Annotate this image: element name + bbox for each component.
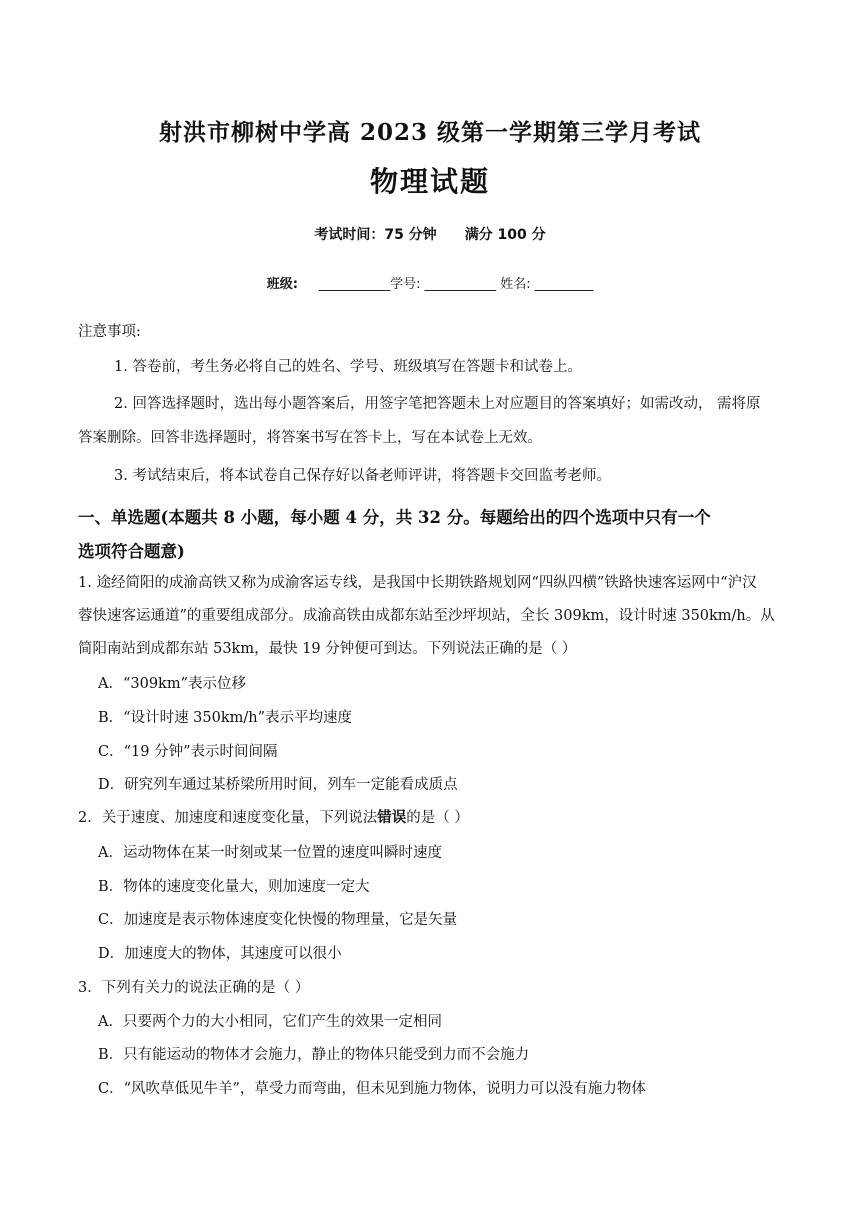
section-1-heading-line-1: 一、单选题(本题共 8 小题，每小题 4 分，共 32 分。每题给出的四个选项中只有一个 (78, 508, 711, 527)
q2-stem-post: 的是（ ） (406, 810, 469, 826)
q1-option-b: B．“设计时速 350km/h”表示平均速度 (98, 710, 353, 726)
q2-option-b: B．物体的速度变化量大，则加速度一定大 (98, 879, 370, 895)
exam-meta (0, 224, 860, 244)
section-1-heading-line-2: 选项符合题意) (78, 542, 185, 561)
q2-stem-pre: 2．关于速度、加速度和速度变化量，下列说法 (78, 810, 378, 826)
name-blank[interactable]: _________ (534, 277, 594, 292)
exam-title: 射洪市柳树中学高 2023 级第一学期第三学月考试 (158, 119, 702, 146)
q3-stem: 3．下列有关力的说法正确的是（ ） (78, 980, 310, 996)
q3-option-c: C．“风吹草低见牛羊”，草受力而弯曲，但未见到施力物体，说明力可以没有施力物体 (98, 1081, 646, 1097)
q1-stem-line-3: 简阳南站到成都东站 53km，最快 19 分钟便可到达。下列说法正确的是（ ） (78, 641, 577, 657)
q3-option-a: A．只要两个力的大小相同，它们产生的效果一定相同 (98, 1014, 442, 1030)
q2-option-d: D．加速度大的物体，其速度可以很小 (98, 946, 342, 962)
exam-time: 考试时间：75 分钟 (314, 227, 437, 243)
notes-item-3: 3. 考试结束后，将本试卷自己保存好以备老师评讲，将答题卡交回监考老师。 (114, 468, 611, 484)
notes-heading: 注意事项: (78, 324, 141, 340)
q2-option-c: C．加速度是表示物体速度变化快慢的物理量，它是矢量 (98, 912, 458, 928)
q1-stem-line-2: 蓉快速客运通道”的重要组成部分。成渝高铁由成都东站至沙坪坝站，全长 309km，设计时速 350km/h。从 (78, 608, 775, 624)
q3-option-b: B．只有能运动的物体才会施力，静止的物体只能受到力而不会施力 (98, 1047, 530, 1063)
class-label: 班级: (266, 277, 298, 292)
q1-option-c: C．“19 分钟”表示时间间隔 (98, 744, 278, 760)
q2-stem-emphasis: 错误 (377, 809, 407, 826)
student-id-blank[interactable]: ___________ (424, 277, 497, 292)
exam-subject: 物理试题 (369, 165, 490, 198)
q2-stem (78, 808, 469, 828)
exam-full-score: 满分 100 分 (464, 227, 546, 243)
name-label: 姓名: (500, 277, 531, 292)
q2-option-a: A．运动物体在某一时刻或某一位置的速度叫瞬时速度 (98, 845, 442, 861)
q1-stem-line-1: 1. 途经简阳的成渝高铁又称为成渝客运专线，是我国中长期铁路规划网“四纵四横”铁路快速客运网中“沪汉 (78, 575, 757, 591)
q1-option-a: A．“309km”表示位移 (98, 676, 247, 692)
notes-item-2-line-2: 答案删除。回答非选择题时，将答案书写在答卡上，写在本试卷上无效。 (78, 430, 542, 446)
notes-item-1: 1. 答卷前，考生务必将自己的姓名、学号、班级填写在答题卡和试卷上。 (114, 359, 582, 375)
student-id-label: 学号: (390, 277, 421, 292)
q1-option-d: D．研究列车通过某桥梁所用时间，列车一定能看成质点 (98, 777, 458, 793)
student-info-fields (0, 273, 860, 292)
class-blank[interactable]: ___________ (318, 277, 391, 292)
notes-item-2-line-1: 2. 回答选择题时，选出每小题答案后，用签字笔把答题未上对应题目的答案填好；如需改动， 需将原 (114, 396, 761, 412)
